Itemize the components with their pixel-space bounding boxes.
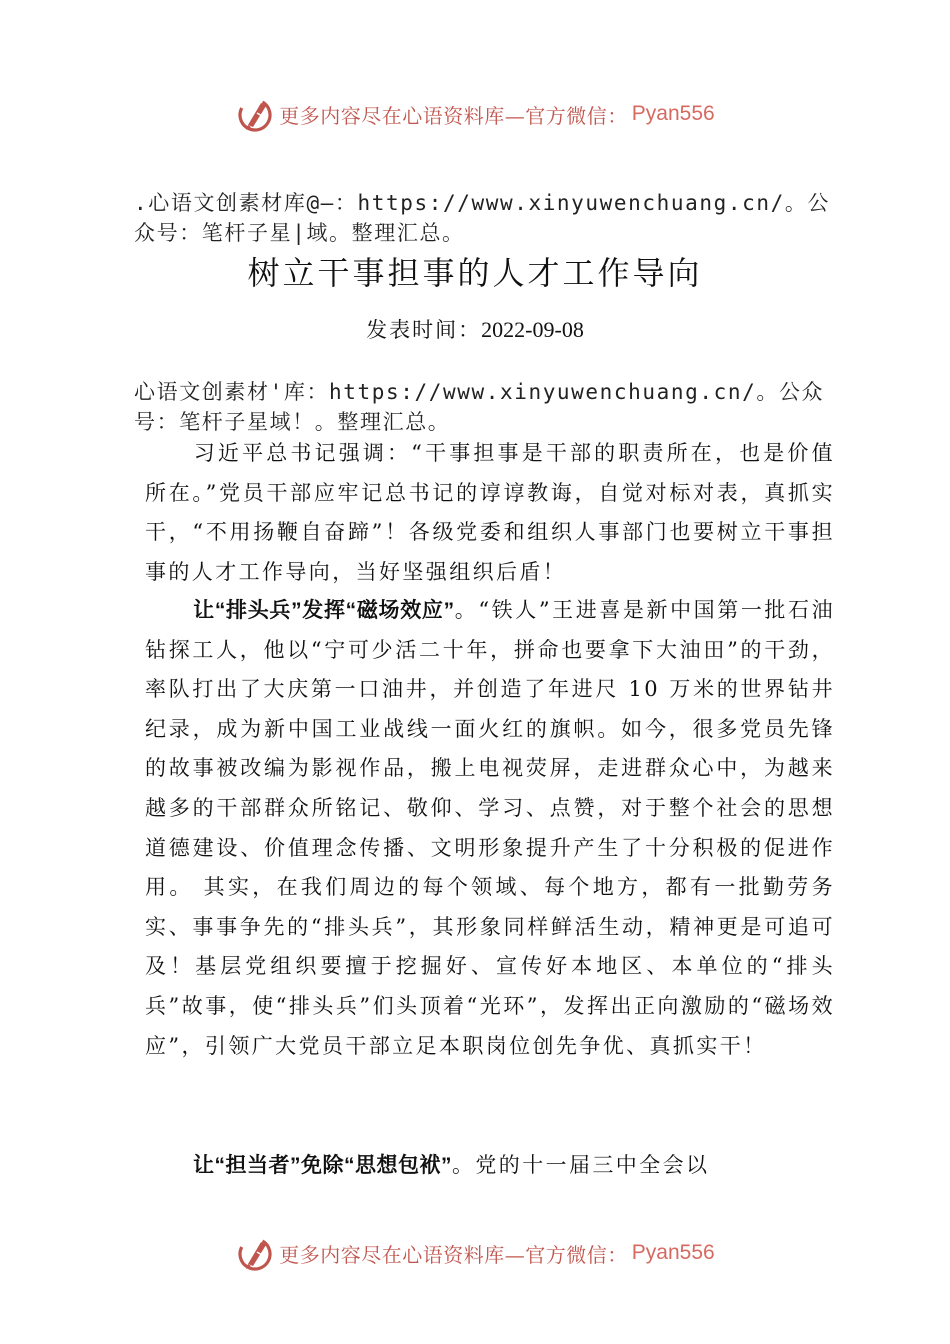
paragraph-lead: 让“担当者”免除“思想包袱” bbox=[193, 1154, 452, 1177]
paragraph-lead: 让“排头兵”发挥“磁场效应” bbox=[193, 599, 455, 622]
banner-account: Pyan556 bbox=[631, 1241, 715, 1264]
banner-text: 更多内容尽在心语资料库—官方微信： bbox=[279, 103, 628, 128]
date-value: 2022-09-08 bbox=[481, 317, 584, 342]
footer-banner bbox=[0, 1231, 950, 1275]
pen-logo-icon bbox=[235, 1233, 275, 1273]
article-title: 树立干事担事的人才工作导向 bbox=[247, 254, 703, 292]
publish-date bbox=[0, 314, 950, 344]
paragraph-text: 。“铁人”王进喜是新中国第一批石油钻探工人，他以“宁可少活二十年，拼命也要拿下大油田”的干劲，率队打出了大庆第一口油井，并创造了年进尺 10 万米的世界钻井纪录，成为新中国工业战线一面火红的旗帜。如今，很多党员先锋的故事被改编为影视作品，搬上电视荧屏，走进群众心中，为越来越多的干部群众所铭记、敬仰、学习、点赞，对于整个社会的思想道德建设、价值理念传播、文明形象提升产生了十分积极的促进作用。 其实，在我们周边的每个领域、每个地方，都有一批勤劳务实、事事争先的“排头兵”，其形象同样鲜活生动，精神更是可追可及！基层党组织要擅于挖掘好、宣传好本地区、本单位的“排头兵”故事，使“排头兵”们头顶着“光环”，发挥出正向激励的“磁场效应”，引领广大党员干部立足本职岗位创先争优、真抓实干！ bbox=[145, 598, 836, 1058]
banner-text: 更多内容尽在心语资料库—官方微信： bbox=[279, 1242, 628, 1267]
body-paragraph bbox=[145, 591, 835, 1066]
body-paragraph bbox=[145, 434, 835, 592]
source-notice: .心语文创素材库@—：https://www.xinyuwenchuang.cn/。公众号：笔杆子星|域。整理汇总。 bbox=[134, 191, 831, 245]
banner-account: Pyan556 bbox=[631, 102, 715, 125]
paragraph-text: 。党的十一届三中全会以 bbox=[452, 1153, 710, 1177]
body-paragraph bbox=[145, 1146, 835, 1186]
paragraph-text: 习近平总书记强调：“干事担事是干部的职责所在，也是价值所在。”党员干部应牢记总书记的谆谆教诲，自觉对标对表，真抓实干，“不用扬鞭自奋蹄”！各级党委和组织人事部门也要树立干事担事的人才工作导向，当好坚强组织后盾！ bbox=[145, 441, 835, 584]
header-banner bbox=[0, 92, 950, 136]
source-notice: 心语文创素材'库：https://www.xinyuwenchuang.cn/。公众号：笔杆子星域！。整理汇总。 bbox=[134, 380, 825, 434]
pen-logo-icon bbox=[235, 94, 275, 134]
date-label: 发表时间： bbox=[366, 318, 482, 342]
